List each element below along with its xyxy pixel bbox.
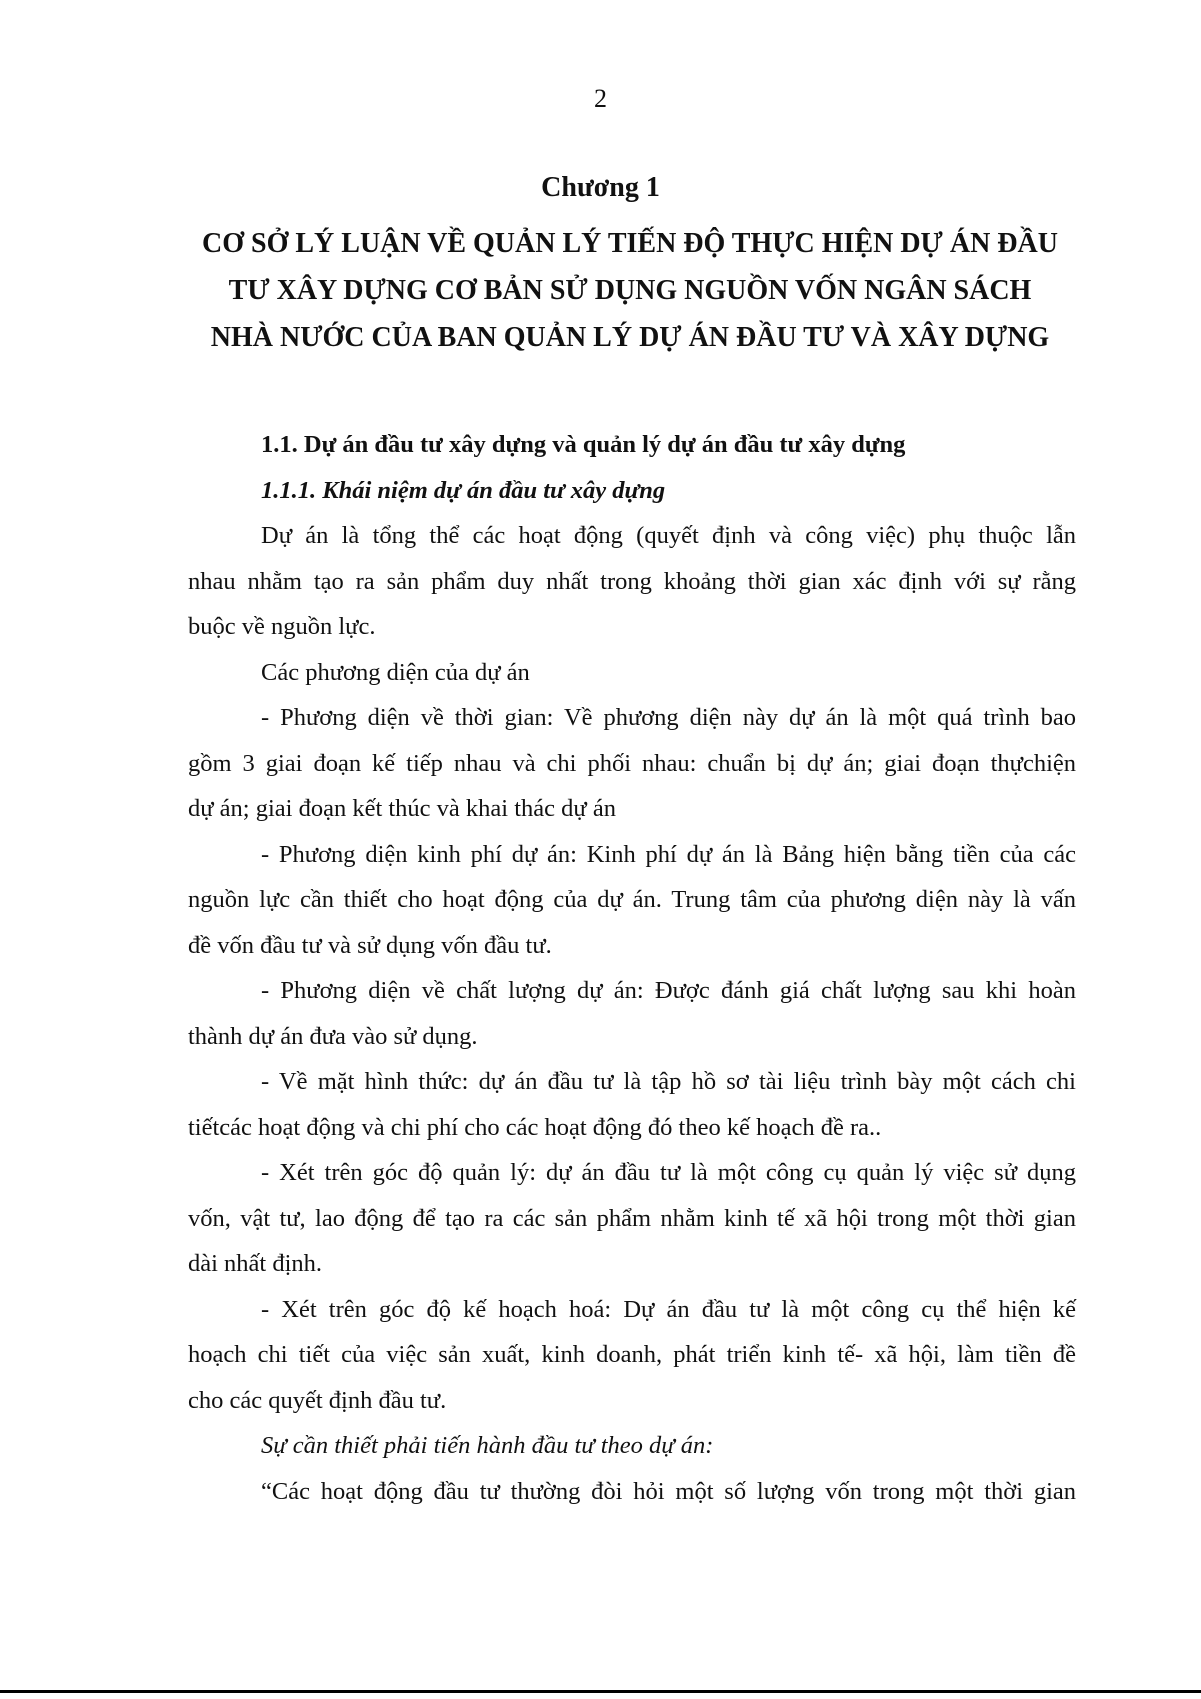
paragraph-line: đề vốn đầu tư và sử dụng vốn đầu tư.: [188, 931, 552, 959]
subsection-heading: 1.1.1. Khái niệm dự án đầu tư xây dựng: [261, 476, 666, 504]
chapter-title-line: NHÀ NƯỚC CỦA BAN QUẢN LÝ DỰ ÁN ĐẦU TƯ VÀ XÂY DỰNG: [210, 322, 1050, 353]
paragraph-line: Dự án là tổng thể các hoạt động (quyết định và công việc) phụ thuộc lẫn: [261, 522, 1076, 549]
paragraph-line: cho các quyết định đầu tư.: [188, 1386, 447, 1414]
paragraph-line: - Phương diện kinh phí dự án: Kinh phí dự án là Bảng hiện bằng tiền của các: [261, 840, 1076, 868]
page-number: 2: [594, 84, 607, 113]
paragraph-line: thành dự án đưa vào sử dụng.: [188, 1022, 478, 1050]
paragraph-line: tiếtcác hoạt động và chi phí cho các hoạt động đó theo kế hoạch đề ra..: [188, 1113, 882, 1141]
body-text: [188, 422, 1076, 1514]
chapter-label: Chương 1: [541, 172, 660, 203]
paragraph-line: - Phương diện về thời gian: Về phương diện này dự án là một quá trình bao: [261, 704, 1076, 731]
paragraph-line: - Phương diện về chất lượng dự án: Được đánh giá chất lượng sau khi hoàn: [261, 977, 1076, 1004]
italic-paragraph-line: Sự cần thiết phải tiến hành đầu tư theo dự án:: [261, 1432, 714, 1459]
paragraph-line: - Xét trên góc độ quản lý: dự án đầu tư là một công cụ quản lý việc sử dụng: [261, 1159, 1076, 1186]
paragraph-line: dài nhất định.: [188, 1250, 323, 1277]
chapter-title: [150, 220, 1110, 361]
paragraph-line: Các phương diện của dự án: [261, 658, 530, 686]
chapter-title-line: TƯ XÂY DỰNG CƠ BẢN SỬ DỤNG NGUỒN VỐN NGÂN SÁCH: [228, 275, 1032, 306]
paragraph-line: buộc về nguồn lực.: [188, 613, 376, 640]
paragraph-line: nhau nhằm tạo ra sản phẩm duy nhất trong khoảng thời gian xác định với sự rằng: [188, 567, 1076, 595]
bottom-border-line: [0, 1690, 1201, 1693]
chapter-title-line: CƠ SỞ LÝ LUẬN VỀ QUẢN LÝ TIẾN ĐỘ THỰC HIỆN DỰ ÁN ĐẦU: [202, 228, 1058, 259]
paragraph-line: “Các hoạt động đầu tư thường đòi hỏi một số lượng vốn trong một thời gian: [261, 1477, 1076, 1505]
paragraph-line: nguồn lực cần thiết cho hoạt động của dự án. Trung tâm của phương diện này là vấn: [188, 886, 1076, 913]
paragraph-line: hoạch chi tiết của việc sản xuất, kinh doanh, phát triển kinh tế- xã hội, làm tiền đề: [188, 1341, 1076, 1368]
paragraph-line: - Về mặt hình thức: dự án đầu tư là tập hồ sơ tài liệu trình bày một cách chi: [261, 1068, 1076, 1095]
section-heading: 1.1. Dự án đầu tư xây dựng và quản lý dự án đầu tư xây dựng: [261, 431, 906, 458]
paragraph-line: dự án; giai đoạn kết thúc và khai thác dự án: [188, 795, 616, 822]
paragraph-line: - Xét trên góc độ kế hoạch hoá: Dự án đầu tư là một công cụ thể hiện kế: [261, 1295, 1076, 1323]
paragraph-line: vốn, vật tư, lao động để tạo ra các sản phẩm nhằm kinh tế xã hội trong một thời gian: [188, 1204, 1076, 1232]
paragraph-line: gồm 3 giai đoạn kế tiếp nhau và chi phối nhau: chuẩn bị dự án; giai đoạn thựchiện: [188, 749, 1076, 777]
